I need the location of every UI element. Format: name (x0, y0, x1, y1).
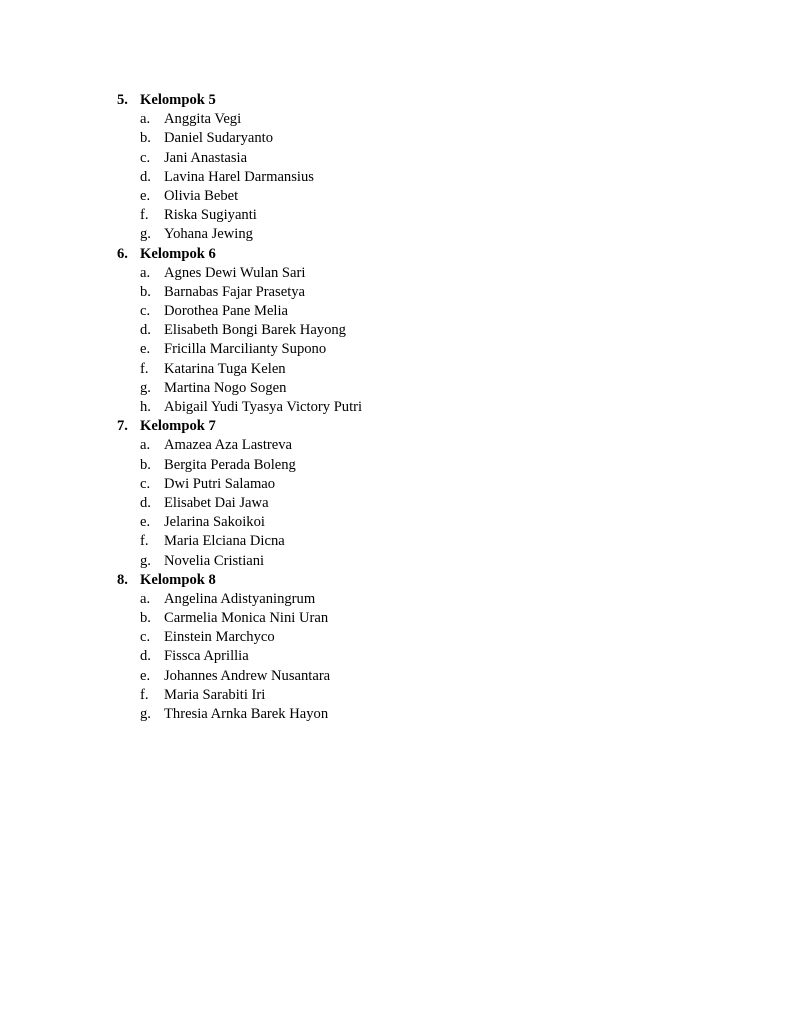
member-name: Daniel Sudaryanto (164, 130, 274, 147)
list-item (0, 590, 791, 609)
item-letter: e. (140, 341, 151, 358)
list-item (0, 283, 791, 302)
list-item (0, 129, 791, 148)
member-name: Katarina Tuga Kelen (164, 360, 286, 377)
item-letter: c. (140, 303, 151, 320)
item-letter: g. (140, 552, 151, 569)
member-name: Thresia Arnka Barek Hayon (164, 706, 329, 722)
item-letter: b. (140, 130, 151, 147)
member-name: Fricilla Marcilianty Supono (164, 341, 327, 358)
list-item (0, 456, 791, 475)
member-name: Lavina Harel Darmansius (164, 168, 314, 185)
item-letter: b. (140, 283, 151, 300)
member-name: Elisabeth Bongi Barek Hayong (164, 322, 346, 339)
group-title: Kelompok 7 (140, 418, 216, 435)
group-number: 5. (117, 92, 128, 108)
member-name: Einstein Marchyco (164, 629, 275, 646)
member-name: Yohana Jewing (164, 226, 253, 243)
group-heading (0, 571, 791, 590)
member-name: Angelina Adistyaningrum (164, 590, 316, 607)
list-item (0, 225, 791, 244)
list-item (0, 302, 791, 321)
item-letter: e. (140, 187, 151, 204)
group-title: Kelompok 8 (140, 571, 216, 588)
item-letter: d. (140, 494, 151, 511)
member-name: Dorothea Pane Melia (164, 303, 289, 320)
group-heading (0, 91, 791, 110)
list-item (0, 360, 791, 379)
list-item (0, 398, 791, 417)
list-item (0, 264, 791, 283)
list-item (0, 475, 791, 494)
list-item (0, 647, 791, 666)
item-letter: g. (140, 706, 151, 722)
item-letter: a. (140, 590, 151, 607)
list-item (0, 686, 791, 705)
group-number: 7. (117, 418, 128, 435)
item-letter: f. (140, 686, 149, 703)
item-letter: f. (140, 533, 149, 550)
member-name: Novelia Cristiani (164, 552, 265, 569)
member-name: Dwi Putri Salamao (164, 475, 276, 492)
list-item (0, 206, 791, 225)
member-name: Bergita Perada Boleng (164, 456, 296, 473)
member-name: Abigail Yudi Tyasya Victory Putri (164, 399, 363, 415)
item-letter: g. (140, 379, 151, 396)
item-letter: c. (140, 475, 151, 492)
item-letter: d. (140, 322, 151, 339)
list-item (0, 513, 791, 532)
member-name: Agnes Dewi Wulan Sari (164, 264, 306, 281)
item-letter: e. (140, 667, 151, 684)
item-letter: b. (140, 610, 151, 627)
member-name: Maria Sarabiti Iri (164, 686, 266, 703)
list-item (0, 379, 791, 398)
group-title: Kelompok 5 (140, 92, 216, 108)
item-letter: f. (140, 360, 149, 377)
list-item (0, 321, 791, 340)
list-item (0, 494, 791, 513)
item-letter: d. (140, 648, 151, 665)
list-item (0, 436, 791, 455)
item-letter: h. (140, 399, 151, 415)
list-item (0, 552, 791, 571)
list-item (0, 532, 791, 551)
group-number: 6. (117, 245, 128, 262)
member-name: Maria Elciana Dicna (164, 533, 285, 550)
member-name: Anggita Vegi (164, 111, 242, 128)
member-name: Johannes Andrew Nusantara (164, 667, 331, 684)
item-letter: a. (140, 264, 151, 281)
list-item (0, 667, 791, 686)
list-item (0, 705, 791, 724)
item-letter: d. (140, 168, 151, 185)
list-item (0, 609, 791, 628)
member-name: Olivia Bebet (164, 187, 239, 204)
list-item (0, 110, 791, 129)
member-name: Carmelia Monica Nini Uran (164, 610, 329, 627)
member-name: Barnabas Fajar Prasetya (164, 283, 306, 300)
member-name: Jani Anastasia (164, 149, 248, 166)
list-item (0, 168, 791, 187)
member-name: Fissca Aprillia (164, 648, 249, 665)
list-item (0, 187, 791, 206)
list-item (0, 628, 791, 647)
member-name: Amazea Aza Lastreva (164, 437, 293, 454)
group-heading (0, 245, 791, 264)
group-heading (0, 417, 791, 436)
member-name: Jelarina Sakoikoi (164, 514, 265, 531)
member-name: Riska Sugiyanti (164, 207, 257, 224)
list-item (0, 149, 791, 168)
group-number: 8. (117, 571, 128, 588)
list-item (0, 340, 791, 359)
item-letter: f. (140, 207, 149, 224)
item-letter: c. (140, 149, 151, 166)
member-name: Elisabet Dai Jawa (164, 494, 269, 511)
item-letter: a. (140, 111, 151, 128)
item-letter: a. (140, 437, 151, 454)
group-title: Kelompok 6 (140, 245, 216, 262)
member-name: Martina Nogo Sogen (164, 379, 287, 396)
item-letter: b. (140, 456, 151, 473)
item-letter: e. (140, 514, 151, 531)
item-letter: g. (140, 226, 151, 243)
group-list (0, 91, 791, 724)
item-letter: c. (140, 629, 151, 646)
